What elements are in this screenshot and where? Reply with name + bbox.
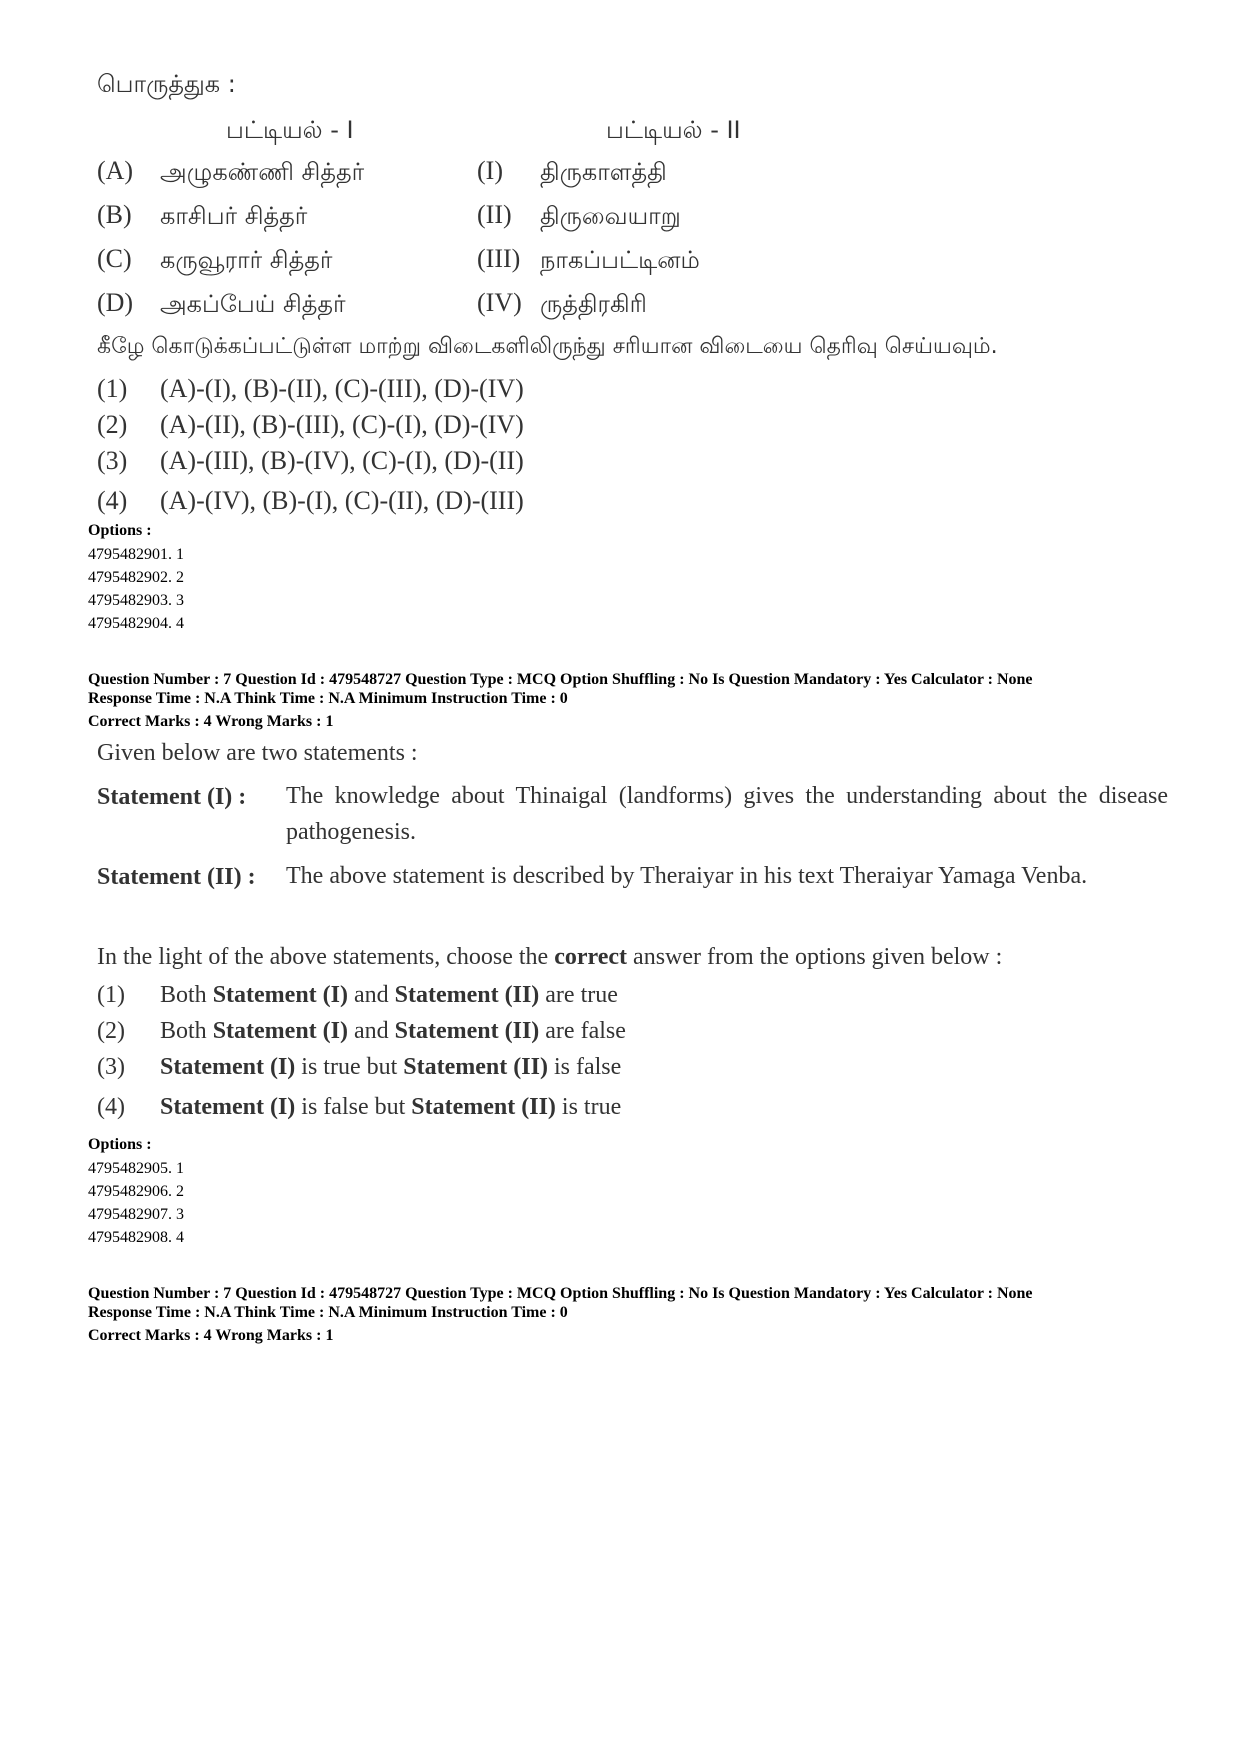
option-id: 4795482904. 4 [88, 615, 184, 632]
row-letter: (D) [97, 288, 134, 317]
option-id: 4795482902. 2 [88, 569, 184, 586]
choice-number: (3) [97, 1054, 125, 1080]
row-place: நாகப்பட்டினம் [540, 246, 700, 274]
match-prompt: கீழே கொடுக்கப்பட்டுள்ள மாற்று விடைகளிலிருந்து சரியான விடையை தெரிவு செய்யவும். [97, 334, 998, 359]
option-id: 4795482901. 1 [88, 546, 184, 563]
choice-number: (3) [97, 446, 128, 475]
row-roman: (II) [477, 200, 512, 229]
choice-text: (A)-(II), (B)-(III), (C)-(I), (D)-(IV) [160, 410, 524, 439]
prompt-emphasis: correct [554, 944, 628, 970]
choice-text: Statement (I) is false but Statement (II) is true [160, 1094, 622, 1120]
question-prompt [97, 944, 1002, 971]
row-place: திருவையாறு [540, 202, 681, 230]
options-label: Options : [88, 522, 152, 539]
question-meta: Question Number : 7 Question Id : 479548727 Question Type : MCQ Option Shuffling : No Is Question Mandatory : Yes Calculator : None [88, 671, 1033, 688]
row-item: காசிபர் சித்தர் [160, 202, 308, 230]
question-meta: Response Time : N.A Think Time : N.A Minimum Instruction Time : 0 [88, 690, 568, 707]
row-letter: (A) [97, 156, 134, 185]
statement-text: The knowledge about Thinaigal (landforms) gives the understanding about the disease pathogenesis. [286, 783, 1168, 845]
option-id: 4795482905. 1 [88, 1160, 184, 1177]
option-id: 4795482906. 2 [88, 1183, 184, 1200]
option-id: 4795482908. 4 [88, 1229, 184, 1246]
row-roman: (III) [477, 244, 521, 273]
choice-number: (2) [97, 410, 128, 439]
choice-text: Both Statement (I) and Statement (II) are false [160, 1018, 626, 1044]
row-letter: (B) [97, 200, 132, 229]
prompt-text: In the light of the above statements, choose the [97, 944, 555, 970]
row-letter: (C) [97, 244, 132, 273]
choice-number: (4) [97, 486, 128, 515]
marks-meta: Correct Marks : 4 Wrong Marks : 1 [88, 713, 334, 730]
options-label: Options : [88, 1136, 152, 1153]
choice-text: (A)-(III), (B)-(IV), (C)-(I), (D)-(II) [160, 446, 524, 475]
statements-intro: Given below are two statements : [97, 740, 418, 766]
choice-text: Both Statement (I) and Statement (II) are true [160, 982, 618, 1008]
statement-text: The above statement is described by Theraiyar in his text Theraiyar Yamaga Venba. [286, 863, 1088, 889]
match-instruction: பொருத்துக : [97, 70, 236, 98]
row-item: அகப்பேய் சித்தர் [160, 290, 346, 318]
row-place: ருத்திரகிரி [540, 290, 647, 318]
prompt-text: answer from the options given below : [627, 944, 1003, 970]
statement-label: Statement (II) : [97, 864, 256, 890]
question-meta: Response Time : N.A Think Time : N.A Minimum Instruction Time : 0 [88, 1304, 568, 1321]
choice-number: (2) [97, 1018, 125, 1044]
statement-label: Statement (I) : [97, 784, 247, 810]
choice-number: (1) [97, 982, 125, 1008]
list1-heading: பட்டியல் - I [226, 116, 354, 144]
row-place: திருகாளத்தி [540, 158, 667, 186]
choice-number: (4) [97, 1094, 125, 1120]
row-roman: (I) [477, 156, 503, 185]
marks-meta: Correct Marks : 4 Wrong Marks : 1 [88, 1327, 334, 1344]
choice-text: (A)-(IV), (B)-(I), (C)-(II), (D)-(III) [160, 486, 524, 515]
question-meta: Question Number : 7 Question Id : 479548727 Question Type : MCQ Option Shuffling : No Is Question Mandatory : Yes Calculator : None [88, 1285, 1033, 1302]
choice-text: Statement (I) is true but Statement (II) is false [160, 1054, 622, 1080]
row-item: கருவூரார் சித்தர் [160, 246, 333, 274]
list2-heading: பட்டியல் - II [606, 116, 741, 144]
option-id: 4795482907. 3 [88, 1206, 184, 1223]
choice-text: (A)-(I), (B)-(II), (C)-(III), (D)-(IV) [160, 374, 524, 403]
row-roman: (IV) [477, 288, 522, 317]
row-item: அழுகண்ணி சித்தர் [160, 158, 365, 186]
option-id: 4795482903. 3 [88, 592, 184, 609]
choice-number: (1) [97, 374, 128, 403]
